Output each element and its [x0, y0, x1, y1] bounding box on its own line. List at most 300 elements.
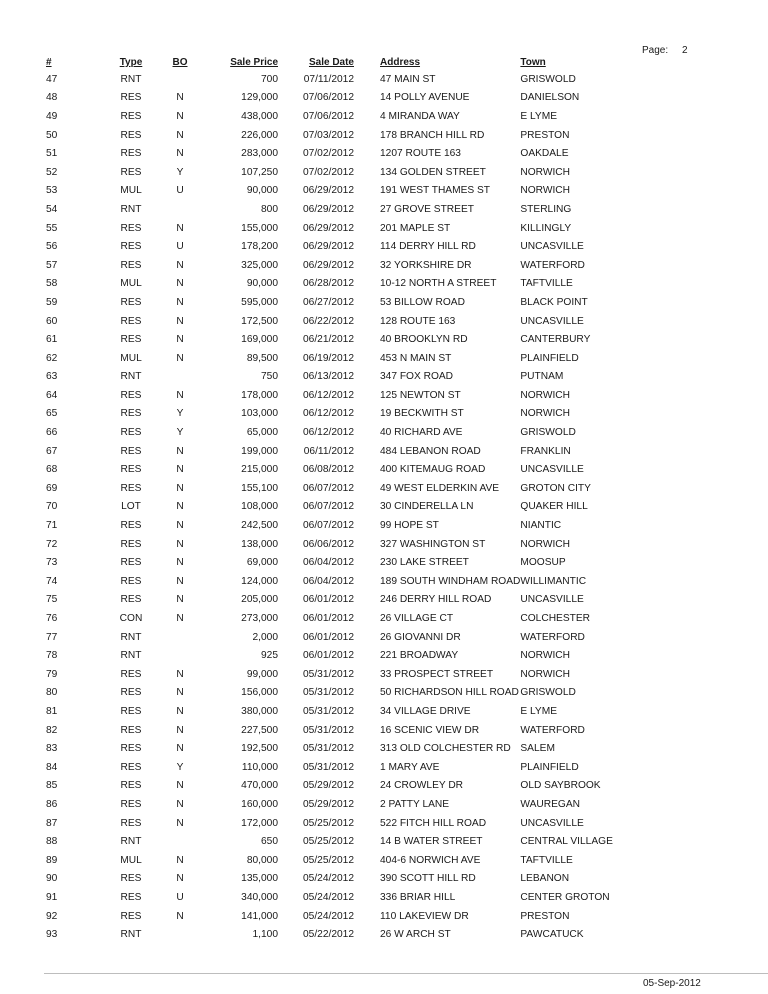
- row-address: 34 VILLAGE DRIVE: [380, 705, 471, 717]
- row-sale-date: 06/11/2012: [303, 445, 354, 457]
- table-row: [0, 107, 640, 126]
- row-sale-date: 06/29/2012: [303, 241, 354, 253]
- row-sale-price: 925: [261, 650, 278, 662]
- row-number: 61: [46, 334, 58, 346]
- row-number: 72: [46, 538, 58, 550]
- row-town: NORWICH: [520, 408, 571, 420]
- row-address: 390 SCOTT HILL RD: [380, 873, 476, 885]
- table-row: [0, 275, 640, 294]
- row-number: 77: [46, 631, 58, 643]
- row-sale-date: 05/31/2012: [303, 705, 354, 717]
- row-sale-date: 06/29/2012: [303, 259, 354, 271]
- row-sale-date: 06/07/2012: [303, 520, 354, 532]
- row-bo: N: [176, 352, 184, 364]
- row-number: 57: [46, 259, 58, 271]
- row-type: RES: [120, 910, 142, 922]
- row-number: 70: [46, 501, 58, 513]
- row-address: 14 POLLY AVENUE: [380, 92, 470, 104]
- row-number: 73: [46, 557, 58, 569]
- row-town: OAKDALE: [520, 148, 569, 160]
- row-sale-price: 89,500: [246, 352, 278, 364]
- row-bo: N: [176, 296, 184, 308]
- row-sale-date: 05/24/2012: [303, 891, 354, 903]
- row-town: UNCASVILLE: [520, 817, 584, 829]
- row-bo: [154, 925, 206, 944]
- column-header-sale-price: Sale Price: [230, 57, 278, 68]
- row-bo: N: [176, 743, 184, 755]
- row-address: 47 MAIN ST: [380, 73, 436, 85]
- row-town: OLD SAYBROOK: [520, 780, 601, 792]
- row-town: WATERFORD: [520, 724, 585, 736]
- row-sale-price: 103,000: [241, 408, 278, 420]
- row-sale-date: 06/08/2012: [303, 464, 354, 476]
- row-number: 87: [46, 817, 58, 829]
- row-sale-price: 99,000: [246, 668, 278, 680]
- row-address: 1207 ROUTE 163: [380, 148, 461, 160]
- row-sale-price: 650: [261, 836, 278, 848]
- row-type: RNT: [120, 836, 142, 848]
- row-number: 60: [46, 315, 58, 327]
- row-number: 80: [46, 687, 58, 699]
- row-number: 79: [46, 668, 58, 680]
- row-sale-price: 178,200: [241, 241, 278, 253]
- row-number: 59: [46, 296, 58, 308]
- row-sale-date: 06/29/2012: [303, 203, 354, 215]
- row-type: RES: [120, 743, 142, 755]
- row-sale-price: 108,000: [241, 501, 278, 513]
- row-bo: N: [176, 575, 184, 587]
- row-town: PLAINFIELD: [520, 761, 579, 773]
- row-bo: N: [176, 334, 184, 346]
- row-number: 67: [46, 445, 58, 457]
- row-sale-date: 05/22/2012: [303, 929, 354, 941]
- row-type: RNT: [120, 73, 142, 85]
- row-address: 114 DERRY HILL RD: [380, 241, 476, 253]
- row-number: 58: [46, 278, 58, 290]
- row-town: PRESTON: [520, 910, 570, 922]
- row-sale-date: 05/25/2012: [303, 817, 354, 829]
- table-row: [0, 795, 640, 814]
- row-type: RES: [120, 891, 142, 903]
- row-type: RES: [120, 482, 142, 494]
- row-address: 484 LEBANON ROAD: [380, 445, 481, 457]
- row-sale-date: 06/29/2012: [303, 185, 354, 197]
- row-bo: N: [176, 780, 184, 792]
- row-sale-price: 124,000: [241, 575, 278, 587]
- table-row: [0, 460, 640, 479]
- row-type: RES: [120, 445, 142, 457]
- table-row: [0, 405, 640, 424]
- table-row: [0, 330, 640, 349]
- row-type: RNT: [120, 650, 142, 662]
- row-type: RES: [120, 296, 142, 308]
- row-number: 55: [46, 222, 58, 234]
- row-sale-date: 06/21/2012: [303, 334, 354, 346]
- row-type: RES: [120, 798, 142, 810]
- row-bo: N: [176, 798, 184, 810]
- row-address: 19 BECKWITH ST: [380, 408, 464, 420]
- table-row: [0, 126, 640, 145]
- table-row: [0, 777, 640, 796]
- row-sale-date: 06/07/2012: [303, 482, 354, 494]
- row-sale-price: 110,000: [241, 761, 278, 773]
- row-sale-date: 06/12/2012: [303, 427, 354, 439]
- page-label: Page:: [642, 45, 669, 56]
- row-town: WAUREGAN: [520, 798, 581, 810]
- row-bo: N: [176, 668, 184, 680]
- row-number: 83: [46, 743, 58, 755]
- row-sale-date: 07/11/2012: [303, 73, 354, 85]
- row-bo: Y: [176, 427, 184, 439]
- row-bo: [154, 368, 206, 387]
- row-number: 92: [46, 910, 58, 922]
- row-sale-date: 06/19/2012: [303, 352, 354, 364]
- row-bo: N: [176, 482, 184, 494]
- row-type: MUL: [120, 854, 142, 866]
- row-number: 64: [46, 389, 58, 401]
- row-sale-price: 273,000: [241, 613, 278, 625]
- row-town: MOOSUP: [520, 557, 566, 569]
- row-bo: N: [176, 854, 184, 866]
- row-sale-price: 226,000: [241, 129, 278, 141]
- row-town: NORWICH: [520, 185, 571, 197]
- row-number: 66: [46, 427, 58, 439]
- table-row: [0, 814, 640, 833]
- row-number: 74: [46, 575, 58, 587]
- row-town: NORWICH: [520, 650, 571, 662]
- row-town: TAFTVILLE: [520, 854, 573, 866]
- row-town: E LYME: [520, 705, 558, 717]
- row-town: CENTER GROTON: [520, 891, 610, 903]
- row-sale-price: 470,000: [241, 780, 278, 792]
- table-row: [0, 665, 640, 684]
- row-number: 68: [46, 464, 58, 476]
- row-sale-price: 172,500: [241, 315, 278, 327]
- row-type: RES: [120, 464, 142, 476]
- row-town: DANIELSON: [520, 92, 580, 104]
- row-sale-date: 06/04/2012: [303, 557, 354, 569]
- row-type: RES: [120, 129, 142, 141]
- row-sale-date: 07/02/2012: [303, 166, 354, 178]
- row-bo: N: [176, 129, 184, 141]
- row-town: PLAINFIELD: [520, 352, 579, 364]
- row-address: 191 WEST THAMES ST: [380, 185, 491, 197]
- row-town: TAFTVILLE: [520, 278, 573, 290]
- row-sale-price: 129,000: [241, 92, 278, 104]
- row-address: 128 ROUTE 163: [380, 315, 456, 327]
- row-address: 347 FOX ROAD: [380, 371, 454, 383]
- row-address: 125 NEWTON ST: [380, 389, 461, 401]
- table-row: [0, 498, 640, 517]
- row-number: 63: [46, 371, 58, 383]
- row-bo: N: [176, 910, 184, 922]
- row-number: 82: [46, 724, 58, 736]
- row-town: GRISWOLD: [520, 427, 576, 439]
- row-number: 71: [46, 520, 58, 532]
- table-row: [0, 888, 640, 907]
- row-town: NORWICH: [520, 389, 571, 401]
- row-town: WILLIMANTIC: [520, 575, 587, 587]
- table-row: [0, 739, 640, 758]
- row-address: 327 WASHINGTON ST: [380, 538, 486, 550]
- row-address: 27 GROVE STREET: [380, 203, 474, 215]
- row-number: 90: [46, 873, 58, 885]
- row-type: MUL: [120, 352, 142, 364]
- row-town: UNCASVILLE: [520, 594, 584, 606]
- footer-date: 05-Sep-2012: [643, 978, 701, 989]
- table-row: [0, 89, 640, 108]
- row-address: 336 BRIAR HILL: [380, 891, 456, 903]
- row-sale-date: 05/31/2012: [303, 743, 354, 755]
- row-bo: [154, 628, 206, 647]
- row-type: RES: [120, 110, 142, 122]
- row-sale-price: 169,000: [241, 334, 278, 346]
- table-row: [0, 237, 640, 256]
- table-row: [0, 423, 640, 442]
- row-type: RES: [120, 761, 142, 773]
- row-sale-date: 05/29/2012: [303, 798, 354, 810]
- row-bo: N: [176, 501, 184, 513]
- column-header-address: Address: [380, 57, 421, 68]
- row-address: 53 BILLOW ROAD: [380, 296, 465, 308]
- row-number: 51: [46, 148, 58, 160]
- row-address: 110 LAKEVIEW DR: [380, 910, 469, 922]
- row-sale-date: 07/06/2012: [303, 92, 354, 104]
- table-row: [0, 628, 640, 647]
- row-sale-price: 800: [261, 203, 278, 215]
- table-row: [0, 591, 640, 610]
- row-sale-date: 05/31/2012: [303, 724, 354, 736]
- row-type: RES: [120, 222, 142, 234]
- row-number: 93: [46, 929, 58, 941]
- row-type: RES: [120, 148, 142, 160]
- row-sale-date: 05/24/2012: [303, 873, 354, 885]
- table-row: [0, 349, 640, 368]
- table-row: [0, 851, 640, 870]
- row-number: 85: [46, 780, 58, 792]
- row-town: NIANTIC: [520, 520, 562, 532]
- row-town: PAWCATUCK: [520, 929, 584, 941]
- row-sale-price: 90,000: [246, 278, 278, 290]
- table-row: [0, 646, 640, 665]
- row-sale-date: 06/12/2012: [303, 389, 354, 401]
- row-type: RNT: [120, 371, 142, 383]
- table-row: [0, 516, 640, 535]
- row-address: 313 OLD COLCHESTER RD: [380, 743, 511, 755]
- row-bo: N: [176, 687, 184, 699]
- row-bo: Y: [176, 166, 184, 178]
- row-sale-price: 90,000: [246, 185, 278, 197]
- row-number: 62: [46, 352, 58, 364]
- row-sale-date: 06/07/2012: [303, 501, 354, 513]
- row-address: 230 LAKE STREET: [380, 557, 469, 569]
- row-address: 26 W ARCH ST: [380, 929, 451, 941]
- table-row: [0, 572, 640, 591]
- row-sale-date: 05/31/2012: [303, 668, 354, 680]
- row-bo: N: [176, 538, 184, 550]
- row-town: WATERFORD: [520, 259, 585, 271]
- row-sale-price: 155,000: [241, 222, 278, 234]
- row-sale-price: 65,000: [246, 427, 278, 439]
- row-sale-date: 06/01/2012: [303, 594, 354, 606]
- row-type: RES: [120, 687, 142, 699]
- row-sale-price: 750: [261, 371, 278, 383]
- row-sale-date: 06/04/2012: [303, 575, 354, 587]
- row-number: 86: [46, 798, 58, 810]
- row-type: RES: [120, 166, 142, 178]
- row-address: 134 GOLDEN STREET: [380, 166, 486, 178]
- row-sale-date: 06/13/2012: [303, 371, 354, 383]
- table-row: [0, 219, 640, 238]
- row-address: 32 YORKSHIRE DR: [380, 259, 472, 271]
- row-sale-date: 05/31/2012: [303, 761, 354, 773]
- table-header-row: [0, 57, 640, 70]
- row-sale-price: 141,000: [241, 910, 278, 922]
- row-bo: U: [176, 241, 184, 253]
- row-address: 178 BRANCH HILL RD: [380, 129, 485, 141]
- table-row: [0, 684, 640, 703]
- row-number: 76: [46, 613, 58, 625]
- row-type: RES: [120, 259, 142, 271]
- row-number: 65: [46, 408, 58, 420]
- row-town: E LYME: [520, 110, 558, 122]
- row-address: 522 FITCH HILL ROAD: [380, 817, 487, 829]
- row-address: 10-12 NORTH A STREET: [380, 278, 497, 290]
- row-type: RES: [120, 557, 142, 569]
- row-address: 2 PATTY LANE: [380, 798, 450, 810]
- row-bo: [154, 832, 206, 851]
- row-type: LOT: [121, 501, 141, 513]
- row-town: BLACK POINT: [520, 296, 588, 308]
- row-type: RES: [120, 594, 142, 606]
- row-number: 54: [46, 203, 58, 215]
- row-sale-price: 2,000: [252, 631, 278, 643]
- row-town: PUTNAM: [520, 371, 564, 383]
- row-sale-price: 227,500: [241, 724, 278, 736]
- row-sale-price: 107,250: [241, 166, 278, 178]
- row-type: RES: [120, 315, 142, 327]
- row-type: RES: [120, 780, 142, 792]
- row-bo: N: [176, 594, 184, 606]
- row-sale-price: 80,000: [246, 854, 278, 866]
- row-sale-date: 06/27/2012: [303, 296, 354, 308]
- row-address: 40 RICHARD AVE: [380, 427, 463, 439]
- row-sale-date: 07/02/2012: [303, 148, 354, 160]
- row-address: 99 HOPE ST: [380, 520, 439, 532]
- row-town: QUAKER HILL: [520, 501, 588, 513]
- table-row: [0, 163, 640, 182]
- row-type: RES: [120, 817, 142, 829]
- table-row: [0, 758, 640, 777]
- row-type: CON: [119, 613, 143, 625]
- row-sale-price: 700: [261, 73, 278, 85]
- row-bo: N: [176, 817, 184, 829]
- row-sale-date: 07/03/2012: [303, 129, 354, 141]
- sales-table: [0, 57, 640, 944]
- row-sale-price: 215,000: [241, 464, 278, 476]
- row-sale-price: 340,000: [241, 891, 278, 903]
- row-address: 26 VILLAGE CT: [380, 613, 454, 625]
- row-sale-date: 06/01/2012: [303, 650, 354, 662]
- table-row: [0, 200, 640, 219]
- row-sale-price: 205,000: [241, 594, 278, 606]
- row-town: UNCASVILLE: [520, 464, 584, 476]
- row-bo: N: [176, 389, 184, 401]
- row-address: 221 BROADWAY: [380, 650, 459, 662]
- row-address: 14 B WATER STREET: [380, 836, 483, 848]
- row-type: RES: [120, 334, 142, 346]
- row-number: 56: [46, 241, 58, 253]
- row-bo: N: [176, 315, 184, 327]
- row-town: GROTON CITY: [520, 482, 591, 494]
- column-header-town: Town: [520, 57, 546, 68]
- table-row: [0, 609, 640, 628]
- row-bo: U: [176, 891, 184, 903]
- row-type: RES: [120, 873, 142, 885]
- table-row: [0, 553, 640, 572]
- row-type: RES: [120, 724, 142, 736]
- row-address: 24 CROWLEY DR: [380, 780, 464, 792]
- row-address: 404-6 NORWICH AVE: [380, 854, 481, 866]
- row-number: 48: [46, 92, 58, 104]
- row-bo: N: [176, 873, 184, 885]
- column-header-type: Type: [119, 57, 143, 68]
- row-type: RES: [120, 575, 142, 587]
- row-bo: N: [176, 259, 184, 271]
- row-town: SALEM: [520, 743, 555, 755]
- row-town: PRESTON: [520, 129, 570, 141]
- row-number: 81: [46, 705, 58, 717]
- row-sale-price: 155,100: [241, 482, 278, 494]
- row-bo: N: [176, 148, 184, 160]
- table-row: [0, 832, 640, 851]
- row-sale-date: 06/12/2012: [303, 408, 354, 420]
- row-town: NORWICH: [520, 166, 571, 178]
- row-number: 47: [46, 73, 58, 85]
- row-bo: N: [176, 520, 184, 532]
- table-row: [0, 70, 640, 89]
- row-number: 50: [46, 129, 58, 141]
- row-bo: N: [176, 445, 184, 457]
- row-town: LEBANON: [520, 873, 570, 885]
- row-sale-date: 07/06/2012: [303, 110, 354, 122]
- row-bo: N: [176, 278, 184, 290]
- row-bo: N: [176, 222, 184, 234]
- table-row: [0, 907, 640, 926]
- row-sale-date: 05/29/2012: [303, 780, 354, 792]
- row-address: 49 WEST ELDERKIN AVE: [380, 482, 500, 494]
- row-bo: [154, 70, 206, 89]
- row-number: 84: [46, 761, 58, 773]
- row-sale-date: 06/29/2012: [303, 222, 354, 234]
- row-type: RNT: [120, 203, 142, 215]
- row-number: 69: [46, 482, 58, 494]
- row-bo: Y: [176, 761, 184, 773]
- row-town: STERLING: [520, 203, 572, 215]
- page-number: 2: [682, 45, 688, 56]
- row-address: 1 MARY AVE: [380, 761, 440, 773]
- row-bo: N: [176, 92, 184, 104]
- row-type: RNT: [120, 631, 142, 643]
- row-number: 78: [46, 650, 58, 662]
- row-address: 26 GIOVANNI DR: [380, 631, 461, 643]
- row-sale-price: 199,000: [241, 445, 278, 457]
- row-bo: N: [176, 110, 184, 122]
- row-type: RES: [120, 389, 142, 401]
- row-town: NORWICH: [520, 668, 571, 680]
- row-sale-date: 06/22/2012: [303, 315, 354, 327]
- table-row: [0, 312, 640, 331]
